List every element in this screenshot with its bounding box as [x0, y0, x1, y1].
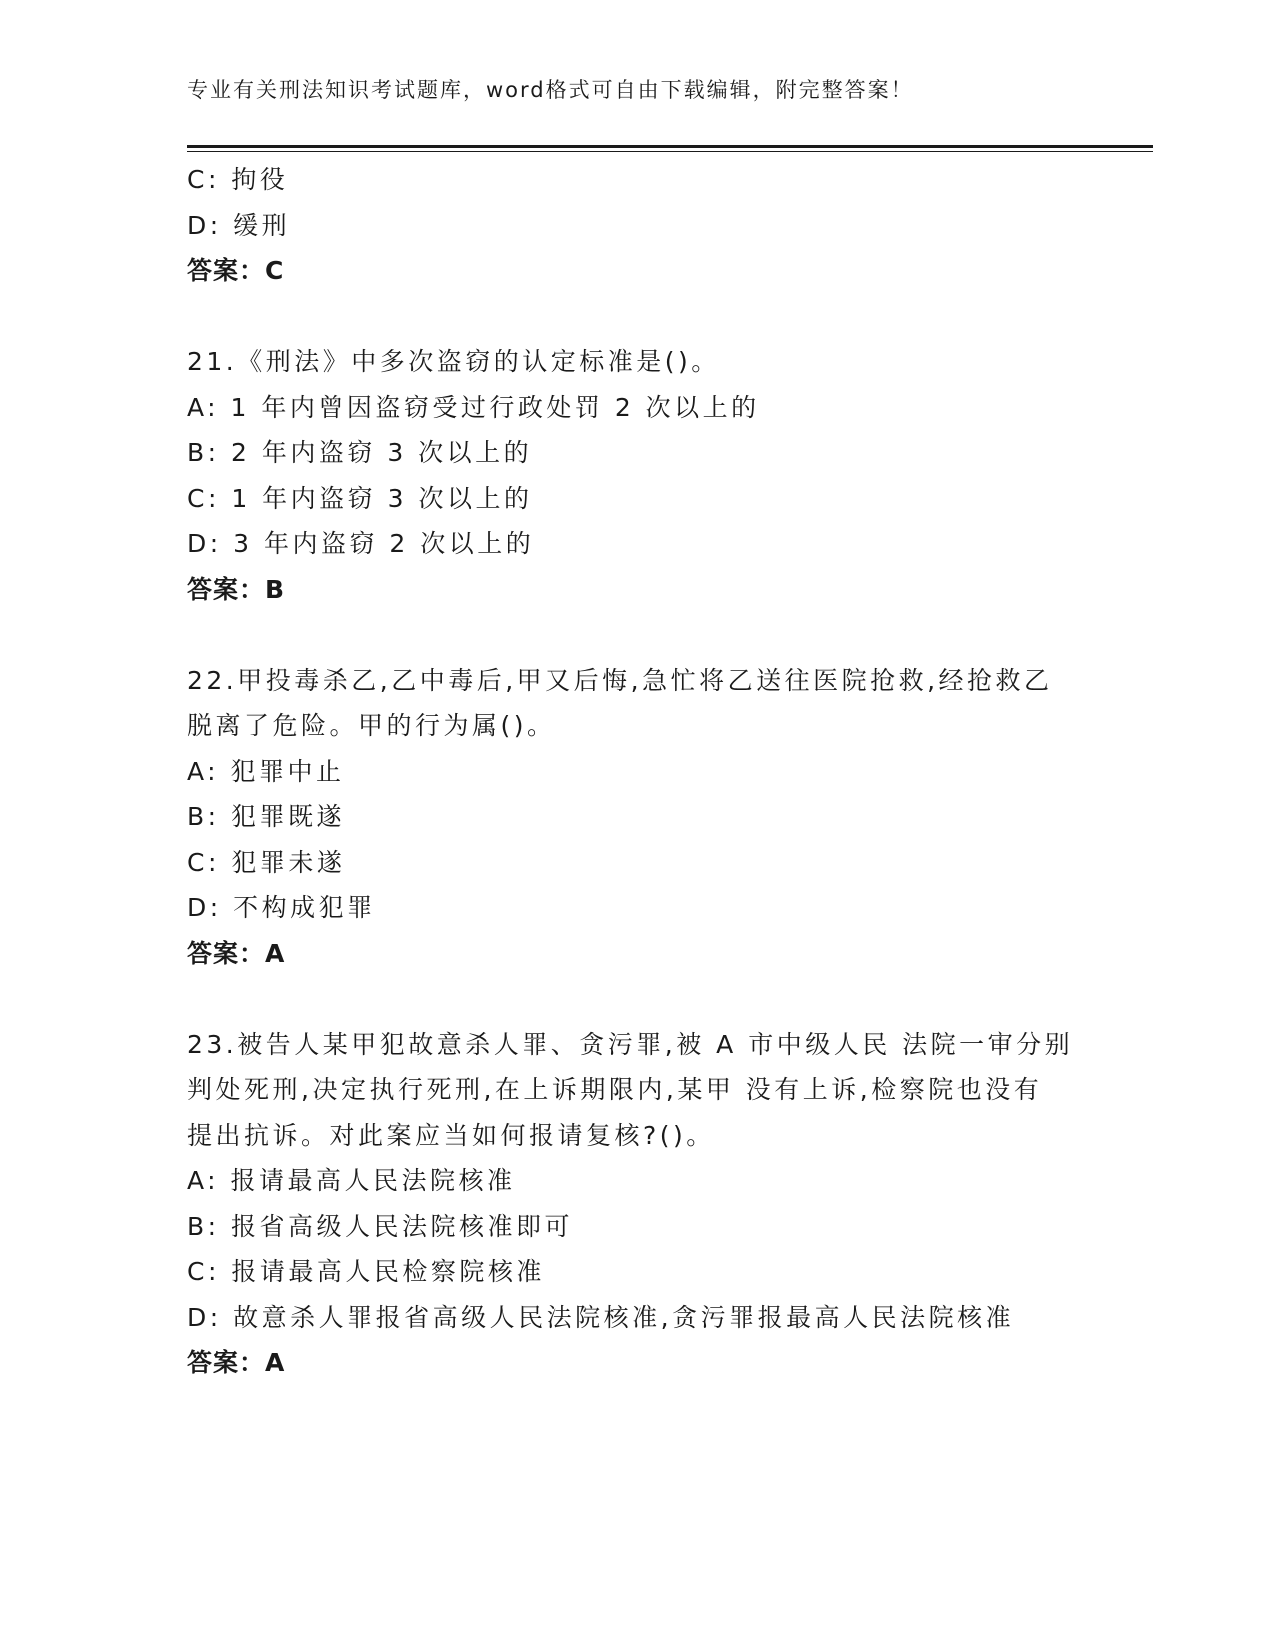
option-a: A: 1 年内曾因盗窃受过行政处罚 2 次以上的 [187, 392, 760, 422]
question-stem: 23.被告人某甲犯故意杀人罪、贪污罪,被 A 市中级人民 法院一审分别 [187, 1029, 1074, 1059]
answer-line: 答案：C [187, 256, 285, 285]
question-block-22 [187, 658, 1087, 977]
question-content [187, 157, 1087, 1386]
page-header: 专业有关刑法知识考试题库，word格式可自由下载编辑，附完整答案！ [187, 78, 914, 102]
spacer [187, 294, 1087, 340]
header-rule-thin [187, 151, 1153, 152]
question-stem: 21.《刑法》中多次盗窃的认定标准是()。 [187, 347, 720, 376]
header-rule-thick [187, 145, 1153, 148]
option-b: B: 报省高级人民法院核准即可 [187, 1211, 574, 1241]
spacer [187, 976, 1087, 1022]
option-c: C: 拘役 [187, 165, 289, 194]
option-b: B: 2 年内盗窃 3 次以上的 [187, 438, 533, 467]
answer-line: 答案：A [187, 1348, 286, 1377]
option-d: D: 缓刑 [187, 210, 291, 240]
spacer [187, 612, 1087, 658]
option-c: C: 报请最高人民检察院核准 [187, 1257, 545, 1286]
question-block-21 [187, 339, 1087, 612]
option-b: B: 犯罪既遂 [187, 802, 346, 831]
option-c: C: 1 年内盗窃 3 次以上的 [187, 483, 533, 513]
option-a: A: 犯罪中止 [187, 756, 345, 786]
question-stem-continued: 提出抗诉。对此案应当如何报请复核?()。 [187, 1120, 715, 1150]
question-stem-continued: 判处死刑,决定执行死刑,在上诉期限内,某甲 没有上诉,检察院也没有 [187, 1075, 1043, 1104]
option-d: D: 故意杀人罪报省高级人民法院核准,贪污罪报最高人民法院核准 [187, 1302, 1015, 1332]
option-a: A: 报请最高人民法院核准 [187, 1166, 516, 1195]
option-c: C: 犯罪未遂 [187, 847, 346, 877]
answer-line: 答案：B [187, 574, 286, 604]
question-stem: 22.甲投毒杀乙,乙中毒后,甲又后悔,急忙将乙送往医院抢救,经抢救乙 [187, 665, 1053, 695]
question-block-23 [187, 1022, 1087, 1386]
option-d: D: 3 年内盗窃 2 次以上的 [187, 529, 535, 558]
question-stem-continued: 脱离了危险。甲的行为属()。 [187, 711, 556, 740]
question-block-prev [187, 157, 1087, 294]
answer-line: 答案：A [187, 938, 286, 968]
option-d: D: 不构成犯罪 [187, 893, 376, 922]
